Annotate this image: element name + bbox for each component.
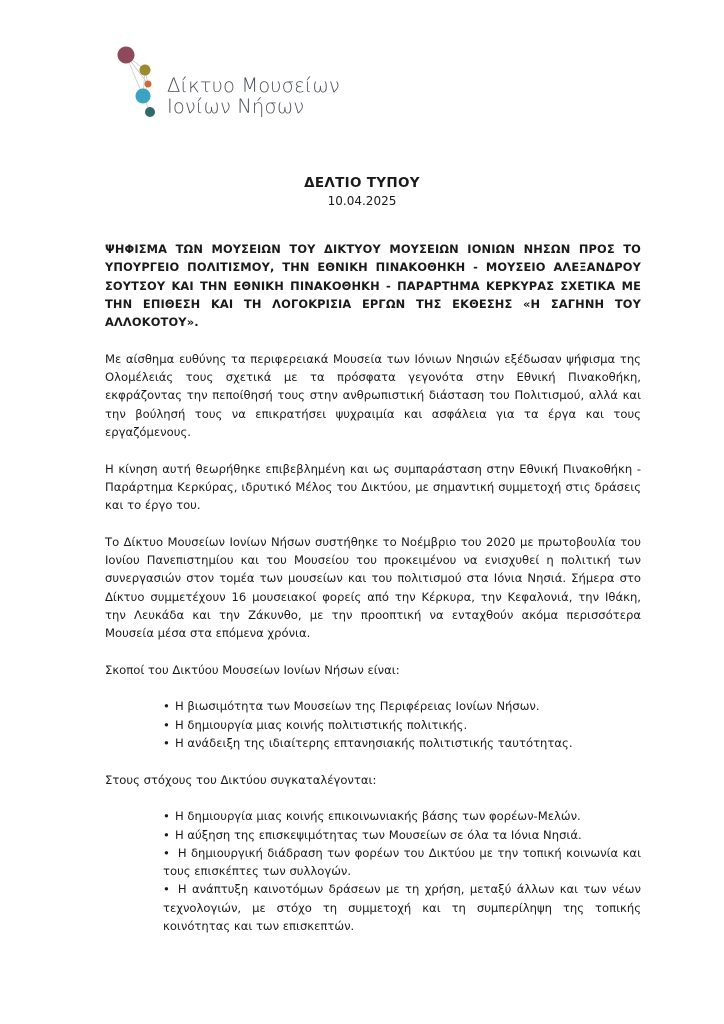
aims-list	[105, 697, 641, 752]
aims-intro: Σκοποί του Δικτύου Μουσείων Ιονίων Νήσων είναι:	[105, 662, 400, 677]
list-item	[163, 826, 641, 844]
document-title: ΔΕΛΤΙΟ ΤΥΠΟΥ	[304, 175, 420, 191]
logo-line-1: Δίκτυο Μουσείων	[167, 74, 340, 97]
document-body	[105, 240, 641, 954]
logo-text	[167, 75, 340, 117]
network-logo	[112, 40, 392, 130]
logo-dot	[145, 107, 155, 117]
logo-dot	[140, 65, 151, 76]
list-item	[163, 880, 641, 935]
list-item	[163, 844, 641, 881]
logo-line-2: Ιονίων Νήσων	[167, 95, 305, 118]
list-item: • Η δημιουργία μιας κοινής πολιτιστικής πολιτικής.	[163, 716, 641, 734]
logo-dot	[145, 81, 152, 88]
list-item-text: Η αύξηση της επισκεψιμότητας των Μουσείων σε όλα τα Ιόνια Νησιά.	[175, 827, 582, 842]
paragraph-2: Η κίνηση αυτή θεωρήθηκε επιβεβλημένη και ως συμπαράσταση στην Εθνική Πινακοθήκη - Παράρτημα Κερκύρας, ιδρυτικό Μέλος του Δικτύου, με σημαντική συμμετοχή στις δράσεις και το έργο του.	[105, 461, 641, 513]
list-item: • Η ανάδειξη της ιδιαίτερης επτανησιακής πολιτιστικής ταυτότητας.	[163, 734, 641, 752]
network-dots-icon	[112, 40, 172, 130]
list-item	[163, 807, 641, 825]
list-item-text: Η δημιουργική διάδραση των φορέων του Δικτύου με την τοπική κοινωνία και τους επισκέπτες των συλλογών.	[163, 845, 641, 879]
list-item-text: Η δημιουργία μιας κοινής επικοινωνιακής βάσης των φορέων-Μελών.	[175, 809, 581, 824]
logo-dot	[136, 89, 151, 104]
resolution-heading: ΨΗΦΙΣΜΑ ΤΩΝ ΜΟΥΣΕΙΩΝ ΤΟΥ ΔΙΚΤΥΟΥ ΜΟΥΣΕΙΩΝ ΙΟΝΙΩΝ ΝΗΣΩΝ ΠΡΟΣ ΤΟ ΥΠΟΥΡΓΕΙΟ ΠΟΛΙΤΙΣΜΟΥ, ΤΗΝ ΕΘΝΙΚΗ ΠΙΝΑΚΟΘΗΚΗ - ΜΟΥΣΕΙΟ ΑΛΕΞΑΝΔΡΟΥ ΣΟΥΤΣΟΥ ΚΑΙ ΤΗΝ ΕΘΝΙΚΗ ΠΙΝΑΚΟΘΗΚΗ - ΠΑΡΑΡΤΗΜΑ ΚΕΡΚΥΡΑΣ ΣΧΕΤΙΚΑ ΜΕ ΤΗΝ ΕΠΙΘΕΣΗ ΚΑΙ ΤΗ ΛΟΓΟΚΡΙΣΙΑ ΕΡΓΩΝ ΤΗΣ ΕΚΘΕΣΗΣ «Η ΣΑΓΗΝΗ ΤΟΥ ΑΛΛΟΚΟΤΟΥ».	[105, 242, 641, 330]
document-date: 10.04.2025	[327, 194, 397, 208]
goals-list	[105, 807, 641, 935]
list-item: • Η βιωσιμότητα των Μουσείων της Περιφέρειας Ιονίων Νήσων.	[163, 697, 641, 715]
paragraph-1: Με αίσθημα ευθύνης τα περιφερειακά Μουσεία των Ιόνιων Νησιών εξέδωσαν ψήφισμα της Ολομέλειάς τους σχετικά με τα πρόσφατα γεγονότα στην Εθνική Πινακοθήκη, εκφράζοντας την πεποίθησή τους στην ανθρωπιστική διάσταση του Πολιτισμού, αλλά και την βούλησή τους να επικρατήσει ψυχραιμία και ασφάλεια για τα έργα και τους εργαζόμενους.	[105, 351, 641, 439]
logo-dot	[118, 47, 135, 64]
goals-intro: Στους στόχους του Δικτύου συγκαταλέγονται:	[105, 772, 377, 787]
list-item-text: Η ανάπτυξη καινοτόμων δράσεων με τη χρήση, μεταξύ άλλων και των νέων τεχνολογιών, με στόχο τη συμμετοχή και τη συμπερίληψη της τοπικής κοινότητας και των επισκεπτών.	[163, 882, 641, 933]
paragraph-3: Το Δίκτυο Μουσείων Ιονίων Νήσων συστήθηκε το Νοέμβριο του 2020 με πρωτοβουλία του Ιονίου Πανεπιστημίου και του Μουσείου του προκειμένου να ενισχυθεί η πολιτική των συνεργασιών στον τομέα των μουσείων και του πολιτισμού στα Ιόνια Νησιά. Σήμερα στο Δίκτυο συμμετέχουν 16 μουσειακοί φορείς από την Κέρκυρα, την Κεφαλονιά, την Ιθάκη, την Λευκάδα και την Ζάκυνθο, με την προοπτική να ενταχθούν ακόμα περισσότερα Μουσεία μέσα στα επόμενα χρόνια.	[105, 534, 641, 641]
